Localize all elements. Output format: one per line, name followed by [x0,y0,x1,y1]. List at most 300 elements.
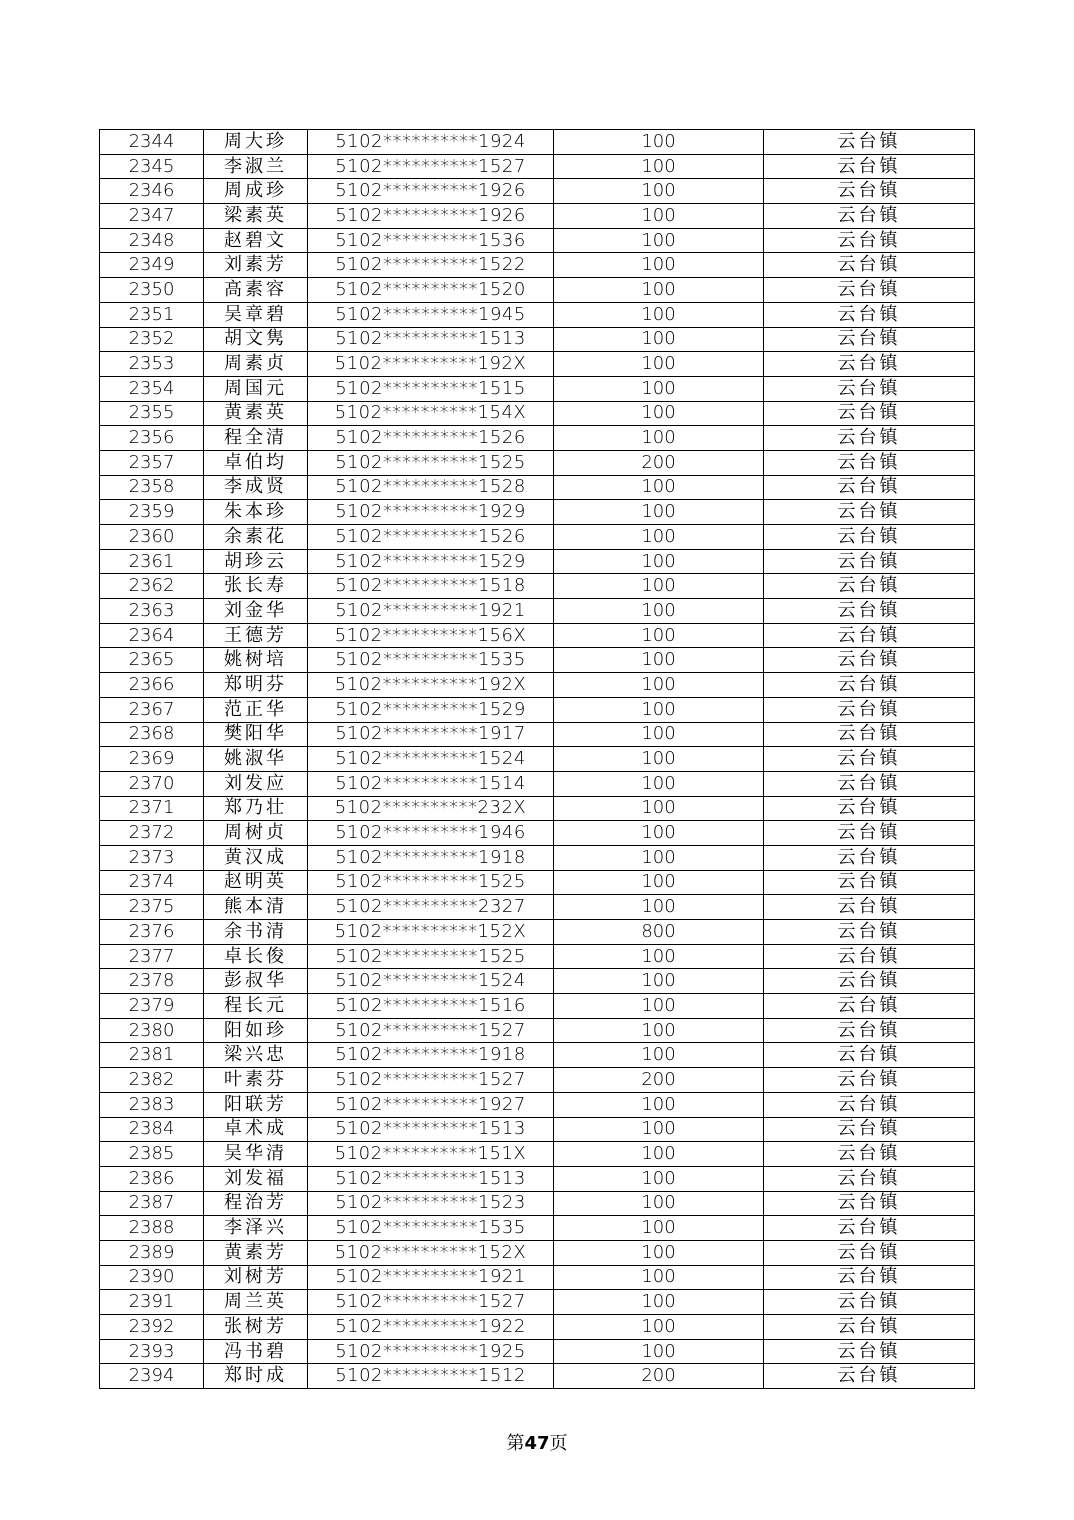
table-row [100,1339,975,1364]
person-name-cell: 黄素芳 [204,1240,308,1265]
id-number-cell: 5102**********1945 [308,302,554,327]
row-number-cell: 2369 [100,747,204,772]
table-row [100,500,975,525]
table-row [100,450,975,475]
table-row [100,352,975,377]
town-name-cell: 云台镇 [764,228,975,253]
amount-cell: 100 [554,1216,764,1241]
town-name-cell: 云台镇 [764,623,975,648]
town-name-cell: 云台镇 [764,599,975,624]
person-name-cell: 姚淑华 [204,747,308,772]
row-number-cell: 2357 [100,450,204,475]
id-number-cell: 5102**********1525 [308,450,554,475]
row-number-cell: 2364 [100,623,204,648]
table-row [100,253,975,278]
town-name-cell: 云台镇 [764,648,975,673]
table-row [100,525,975,550]
amount-cell: 100 [554,747,764,772]
row-number-cell: 2394 [100,1364,204,1389]
person-name-cell: 周素贞 [204,352,308,377]
id-number-cell: 5102**********1522 [308,253,554,278]
id-number-cell: 5102**********1917 [308,722,554,747]
table-row [100,278,975,303]
amount-cell: 100 [554,1043,764,1068]
table-row [100,969,975,994]
town-name-cell: 云台镇 [764,1290,975,1315]
town-name-cell: 云台镇 [764,1018,975,1043]
person-name-cell: 程长元 [204,994,308,1019]
row-number-cell: 2382 [100,1068,204,1093]
table-row [100,1092,975,1117]
table-row [100,1240,975,1265]
amount-cell: 100 [554,599,764,624]
person-name-cell: 朱本珍 [204,500,308,525]
amount-cell: 100 [554,401,764,426]
town-name-cell: 云台镇 [764,549,975,574]
table-row [100,1315,975,1340]
amount-cell: 100 [554,673,764,698]
amount-cell: 100 [554,1092,764,1117]
town-name-cell: 云台镇 [764,1092,975,1117]
person-name-cell: 熊本清 [204,895,308,920]
town-name-cell: 云台镇 [764,1339,975,1364]
footer-prefix: 第 [506,1433,525,1454]
row-number-cell: 2374 [100,870,204,895]
person-name-cell: 李淑兰 [204,154,308,179]
table-row [100,1018,975,1043]
person-name-cell: 阳联芳 [204,1092,308,1117]
id-number-cell: 5102**********1526 [308,426,554,451]
person-name-cell: 周树贞 [204,821,308,846]
town-name-cell: 云台镇 [764,969,975,994]
person-name-cell: 赵明英 [204,870,308,895]
town-name-cell: 云台镇 [764,994,975,1019]
town-name-cell: 云台镇 [764,1043,975,1068]
amount-cell: 100 [554,130,764,155]
table-row [100,1216,975,1241]
row-number-cell: 2370 [100,771,204,796]
person-name-cell: 胡文隽 [204,327,308,352]
id-number-cell: 5102**********1535 [308,1216,554,1241]
town-name-cell: 云台镇 [764,450,975,475]
table-row [100,1265,975,1290]
table-row [100,944,975,969]
amount-cell: 100 [554,228,764,253]
person-name-cell: 高素容 [204,278,308,303]
row-number-cell: 2351 [100,302,204,327]
row-number-cell: 2372 [100,821,204,846]
town-name-cell: 云台镇 [764,376,975,401]
town-name-cell: 云台镇 [764,771,975,796]
person-name-cell: 张长寿 [204,574,308,599]
person-name-cell: 郑时成 [204,1364,308,1389]
id-number-cell: 5102**********151X [308,1142,554,1167]
person-name-cell: 刘发应 [204,771,308,796]
row-number-cell: 2393 [100,1339,204,1364]
table-row [100,1364,975,1389]
table-row [100,673,975,698]
table-row [100,1068,975,1093]
row-number-cell: 2361 [100,549,204,574]
town-name-cell: 云台镇 [764,944,975,969]
town-name-cell: 云台镇 [764,130,975,155]
id-number-cell: 5102**********1527 [308,1290,554,1315]
id-number-cell: 5102**********1927 [308,1092,554,1117]
amount-cell: 800 [554,920,764,945]
id-number-cell: 5102**********1946 [308,821,554,846]
person-name-cell: 黄汉成 [204,845,308,870]
amount-cell: 100 [554,969,764,994]
roster-body [100,130,975,1389]
person-name-cell: 阳如珍 [204,1018,308,1043]
town-name-cell: 云台镇 [764,870,975,895]
person-name-cell: 卓长俊 [204,944,308,969]
table-row [100,648,975,673]
amount-cell: 100 [554,796,764,821]
town-name-cell: 云台镇 [764,401,975,426]
town-name-cell: 云台镇 [764,1240,975,1265]
town-name-cell: 云台镇 [764,722,975,747]
town-name-cell: 云台镇 [764,796,975,821]
table-row [100,1142,975,1167]
town-name-cell: 云台镇 [764,895,975,920]
person-name-cell: 郑乃壮 [204,796,308,821]
person-name-cell: 余素花 [204,525,308,550]
row-number-cell: 2388 [100,1216,204,1241]
person-name-cell: 张树芳 [204,1315,308,1340]
table-row [100,549,975,574]
person-name-cell: 王德芳 [204,623,308,648]
amount-cell: 100 [554,845,764,870]
id-number-cell: 5102**********1513 [308,327,554,352]
table-row [100,426,975,451]
id-number-cell: 5102**********1526 [308,525,554,550]
town-name-cell: 云台镇 [764,1315,975,1340]
table-row [100,623,975,648]
amount-cell: 100 [554,1018,764,1043]
table-row [100,895,975,920]
id-number-cell: 5102**********232X [308,796,554,821]
person-name-cell: 刘树芳 [204,1265,308,1290]
amount-cell: 100 [554,475,764,500]
id-number-cell: 5102**********1525 [308,944,554,969]
town-name-cell: 云台镇 [764,747,975,772]
id-number-cell: 5102**********1926 [308,204,554,229]
id-number-cell: 5102**********1515 [308,376,554,401]
table-row [100,130,975,155]
table-row [100,599,975,624]
town-name-cell: 云台镇 [764,574,975,599]
id-number-cell: 5102**********1523 [308,1191,554,1216]
town-name-cell: 云台镇 [764,179,975,204]
table-row [100,722,975,747]
amount-cell: 100 [554,895,764,920]
amount-cell: 100 [554,994,764,1019]
person-name-cell: 周成珍 [204,179,308,204]
amount-cell: 100 [554,426,764,451]
id-number-cell: 5102**********1926 [308,179,554,204]
town-name-cell: 云台镇 [764,327,975,352]
row-number-cell: 2390 [100,1265,204,1290]
person-name-cell: 周大珍 [204,130,308,155]
town-name-cell: 云台镇 [764,253,975,278]
table-row [100,771,975,796]
id-number-cell: 5102**********152X [308,920,554,945]
table-row [100,994,975,1019]
row-number-cell: 2384 [100,1117,204,1142]
id-number-cell: 5102**********1535 [308,648,554,673]
id-number-cell: 5102**********1921 [308,1265,554,1290]
table-row [100,179,975,204]
row-number-cell: 2366 [100,673,204,698]
person-name-cell: 冯书碧 [204,1339,308,1364]
row-number-cell: 2367 [100,697,204,722]
table-row [100,697,975,722]
town-name-cell: 云台镇 [764,920,975,945]
id-number-cell: 5102**********156X [308,623,554,648]
id-number-cell: 5102**********1929 [308,500,554,525]
town-name-cell: 云台镇 [764,1216,975,1241]
amount-cell: 100 [554,1339,764,1364]
row-number-cell: 2381 [100,1043,204,1068]
table-row [100,845,975,870]
town-name-cell: 云台镇 [764,821,975,846]
row-number-cell: 2392 [100,1315,204,1340]
amount-cell: 100 [554,821,764,846]
id-number-cell: 5102**********1528 [308,475,554,500]
table-row [100,154,975,179]
row-number-cell: 2385 [100,1142,204,1167]
row-number-cell: 2362 [100,574,204,599]
table-row [100,796,975,821]
person-name-cell: 卓术成 [204,1117,308,1142]
amount-cell: 100 [554,1315,764,1340]
id-number-cell: 5102**********152X [308,1240,554,1265]
amount-cell: 100 [554,1191,764,1216]
amount-cell: 100 [554,574,764,599]
person-name-cell: 梁素英 [204,204,308,229]
table-row [100,302,975,327]
row-number-cell: 2356 [100,426,204,451]
row-number-cell: 2345 [100,154,204,179]
amount-cell: 100 [554,1265,764,1290]
amount-cell: 100 [554,623,764,648]
row-number-cell: 2360 [100,525,204,550]
row-number-cell: 2359 [100,500,204,525]
person-name-cell: 郑明芬 [204,673,308,698]
table-row [100,920,975,945]
row-number-cell: 2344 [100,130,204,155]
page-footer [0,1429,1074,1455]
id-number-cell: 5102**********1524 [308,969,554,994]
town-name-cell: 云台镇 [764,845,975,870]
id-number-cell: 5102**********1527 [308,154,554,179]
id-number-cell: 5102**********1924 [308,130,554,155]
town-name-cell: 云台镇 [764,302,975,327]
amount-cell: 100 [554,500,764,525]
person-name-cell: 程全清 [204,426,308,451]
id-number-cell: 5102**********1512 [308,1364,554,1389]
id-number-cell: 5102**********1524 [308,747,554,772]
id-number-cell: 5102**********1516 [308,994,554,1019]
row-number-cell: 2347 [100,204,204,229]
id-number-cell: 5102**********1925 [308,1339,554,1364]
person-name-cell: 吴华清 [204,1142,308,1167]
amount-cell: 100 [554,376,764,401]
person-name-cell: 梁兴忠 [204,1043,308,1068]
table-row [100,228,975,253]
amount-cell: 100 [554,253,764,278]
town-name-cell: 云台镇 [764,278,975,303]
person-name-cell: 叶素芬 [204,1068,308,1093]
id-number-cell: 5102**********192X [308,352,554,377]
row-number-cell: 2368 [100,722,204,747]
id-number-cell: 5102**********1513 [308,1166,554,1191]
table-row [100,1117,975,1142]
town-name-cell: 云台镇 [764,525,975,550]
amount-cell: 100 [554,944,764,969]
town-name-cell: 云台镇 [764,697,975,722]
person-name-cell: 周兰英 [204,1290,308,1315]
subsidy-roster-table [99,129,975,1389]
row-number-cell: 2371 [100,796,204,821]
person-name-cell: 程治芳 [204,1191,308,1216]
amount-cell: 100 [554,1117,764,1142]
amount-cell: 100 [554,648,764,673]
row-number-cell: 2354 [100,376,204,401]
amount-cell: 100 [554,302,764,327]
town-name-cell: 云台镇 [764,500,975,525]
person-name-cell: 余书清 [204,920,308,945]
amount-cell: 200 [554,1364,764,1389]
amount-cell: 100 [554,722,764,747]
id-number-cell: 5102**********2327 [308,895,554,920]
id-number-cell: 5102**********1520 [308,278,554,303]
amount-cell: 200 [554,450,764,475]
row-number-cell: 2378 [100,969,204,994]
town-name-cell: 云台镇 [764,475,975,500]
row-number-cell: 2353 [100,352,204,377]
id-number-cell: 5102**********1527 [308,1068,554,1093]
id-number-cell: 5102**********1918 [308,1043,554,1068]
table-row [100,1191,975,1216]
person-name-cell: 樊阳华 [204,722,308,747]
amount-cell: 100 [554,525,764,550]
table-row [100,327,975,352]
town-name-cell: 云台镇 [764,204,975,229]
table-row [100,204,975,229]
person-name-cell: 刘发福 [204,1166,308,1191]
id-number-cell: 5102**********1525 [308,870,554,895]
row-number-cell: 2350 [100,278,204,303]
row-number-cell: 2389 [100,1240,204,1265]
page-number: 47 [524,1433,550,1454]
id-number-cell: 5102**********1513 [308,1117,554,1142]
amount-cell: 100 [554,870,764,895]
person-name-cell: 姚树培 [204,648,308,673]
id-number-cell: 5102**********1922 [308,1315,554,1340]
id-number-cell: 5102**********1527 [308,1018,554,1043]
row-number-cell: 2349 [100,253,204,278]
amount-cell: 100 [554,278,764,303]
row-number-cell: 2379 [100,994,204,1019]
row-number-cell: 2380 [100,1018,204,1043]
person-name-cell: 彭叔华 [204,969,308,994]
amount-cell: 100 [554,697,764,722]
row-number-cell: 2383 [100,1092,204,1117]
row-number-cell: 2377 [100,944,204,969]
id-number-cell: 5102**********1918 [308,845,554,870]
person-name-cell: 黄素英 [204,401,308,426]
id-number-cell: 5102**********1529 [308,549,554,574]
row-number-cell: 2391 [100,1290,204,1315]
amount-cell: 100 [554,179,764,204]
person-name-cell: 李成贤 [204,475,308,500]
footer-suffix: 页 [549,1433,568,1454]
amount-cell: 100 [554,327,764,352]
id-number-cell: 5102**********1518 [308,574,554,599]
row-number-cell: 2387 [100,1191,204,1216]
table-row [100,376,975,401]
person-name-cell: 刘金华 [204,599,308,624]
row-number-cell: 2386 [100,1166,204,1191]
person-name-cell: 刘素芳 [204,253,308,278]
amount-cell: 100 [554,204,764,229]
id-number-cell: 5102**********1514 [308,771,554,796]
amount-cell: 200 [554,1068,764,1093]
id-number-cell: 5102**********1536 [308,228,554,253]
table-row [100,1166,975,1191]
table-row [100,821,975,846]
id-number-cell: 5102**********1921 [308,599,554,624]
person-name-cell: 李泽兴 [204,1216,308,1241]
person-name-cell: 赵碧文 [204,228,308,253]
town-name-cell: 云台镇 [764,352,975,377]
row-number-cell: 2348 [100,228,204,253]
person-name-cell: 卓伯均 [204,450,308,475]
town-name-cell: 云台镇 [764,673,975,698]
table-row [100,747,975,772]
row-number-cell: 2358 [100,475,204,500]
table-row [100,1043,975,1068]
amount-cell: 100 [554,154,764,179]
person-name-cell: 周国元 [204,376,308,401]
row-number-cell: 2363 [100,599,204,624]
town-name-cell: 云台镇 [764,1166,975,1191]
table-row [100,1290,975,1315]
row-number-cell: 2375 [100,895,204,920]
town-name-cell: 云台镇 [764,1265,975,1290]
id-number-cell: 5102**********192X [308,673,554,698]
amount-cell: 100 [554,1240,764,1265]
amount-cell: 100 [554,549,764,574]
amount-cell: 100 [554,1166,764,1191]
table-row [100,870,975,895]
row-number-cell: 2346 [100,179,204,204]
amount-cell: 100 [554,352,764,377]
town-name-cell: 云台镇 [764,1191,975,1216]
row-number-cell: 2373 [100,845,204,870]
id-number-cell: 5102**********154X [308,401,554,426]
amount-cell: 100 [554,771,764,796]
person-name-cell: 吴章碧 [204,302,308,327]
table-row [100,574,975,599]
row-number-cell: 2365 [100,648,204,673]
table-row [100,475,975,500]
town-name-cell: 云台镇 [764,1068,975,1093]
amount-cell: 100 [554,1142,764,1167]
table-row [100,401,975,426]
